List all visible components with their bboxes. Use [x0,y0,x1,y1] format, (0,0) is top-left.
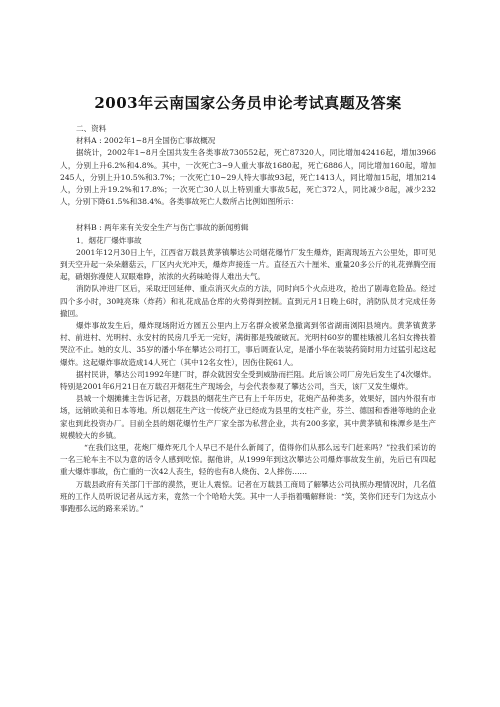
material-a-heading: 材料A : 2002年1~8月全国伤亡事故概况 [76,136,216,146]
paragraph: 县城一个烟摊摊主告诉记者，万载县的烟花生产已有上千年历史，花炮产品种类多，效果好，国内外很有市场，远销欧美和日本等地。所以烟花生产这一传统产业已经成为县里的支柱产业，芬兰、德国和香港等地的企业家也到此投资办厂。目前全县的烟花爆竹生产厂家全部为私营企业，共有200多家，其中黄茅镇和株潭乡是生产规模较大的乡镇。 [60,394,436,440]
document-title: 2003年云南国家公务员申论考试真题及答案 [94,94,402,112]
material-b-subheading: 1．烟花厂爆炸事故 [76,235,142,245]
paragraph: 万载县政府有关部门干部的漠然，更让人震惊。记者在万载县工商局了解攀达公司执照办理情况时，几名值班的工作人员听说记者从远方来，竟然一个个哈哈大笑。其中一人手指着嘴解释说：“笑，笑你们还专门为这点小事跑那么远的路来采访。” [60,479,436,514]
paragraph: 2001年12月30日上午，江西省万载县黄茅镇攀达公司烟花爆竹厂发生爆炸，距离现场五六公里处，即可见到天空升起一朵朵蘑菇云，厂区内火光冲天，爆炸声接连一片。直径五六十厘米、重量20多公斤的礼花弹腾空而起，硝烟弥漫使人双眼难睁，浓浓的火药味呛得人难出大气。 [60,247,436,282]
material-b-heading: 材料B : 两年来有关安全生产与伤亡事故的新闻剪辑 [76,223,249,233]
figure-gap [60,208,436,222]
paragraph: 据村民讲，攀达公司1992年建厂时，群众就因安全受到威胁而拦阻。此后该公司厂房先后发生了4次爆炸。特别是2001年6月21日在万载召开烟花生产现场会，与会代表参观了攀达公司，当天，该厂又发生爆炸。 [60,369,436,392]
paragraph: 爆炸事故发生后，爆炸现场附近方圆五公里内上万名群众被紧急撤离到邻省湖南浏阳县境内。黄茅镇黄茅村、前进村、光明村、永安村的民房几乎无一完好，满街都是残破破瓦。光明村60岁的瞿桂娥被儿名妇女搀扶着哭泣不止。她的女儿、35岁的潘小华在攀达公司打工，事后调查认定，是潘小华在装装药筒时用力过猛引起这起爆炸。这起爆炸事故造成14人死亡（其中12名女性），因伤住院61人。 [60,321,436,367]
material-a-body: 据统计，2002年1~8月全国共发生各类事故730552起，死亡87320人，同比增加42416起，增加3966人，分别上升6.2%和4.8%。其中，一次死亡3~9人重大事故1680起，死亡6886人，同比增加160起，增加245人，分别上升10.5%和3.7%；一次死亡10~29人特大事故93起，死亡1413人，同比增加15起，增加214人，分别上升19.2%和17.8%；一次死亡30人以上特别重大事故5起，死亡372人，同比减少8起，减少232人，分别下降61.5%和38.4%。各类事故死亡人数所占比例如图所示： [60,148,436,207]
paragraph: 消防队冲进厂区后，采取迂回延伸、重点消灭火点的方法，同时向5个火点进攻，抢出了剧毒危险品。经过四个多小时，30吨亮珠（炸药）和礼花成品仓库的火势得到控制。直到元月1日晚上6时，消防队员才完成任务撤回。 [60,284,436,318]
section-heading: 二、资料 [76,124,107,133]
paragraph-quote: “在我们这里，花炮厂爆炸死几个人早已不是什么新闻了，值得你们从那么远专门赶来吗？”拉我们采访的一名三轮车主不以为意的话令人感到吃惊。据他讲，从1999年到这次攀达公司爆炸事故发生前，先后已有四起重大爆炸事故，伤亡重的一次42人丧生，轻的也有8人烧伤、2人摔伤…… [60,443,436,477]
